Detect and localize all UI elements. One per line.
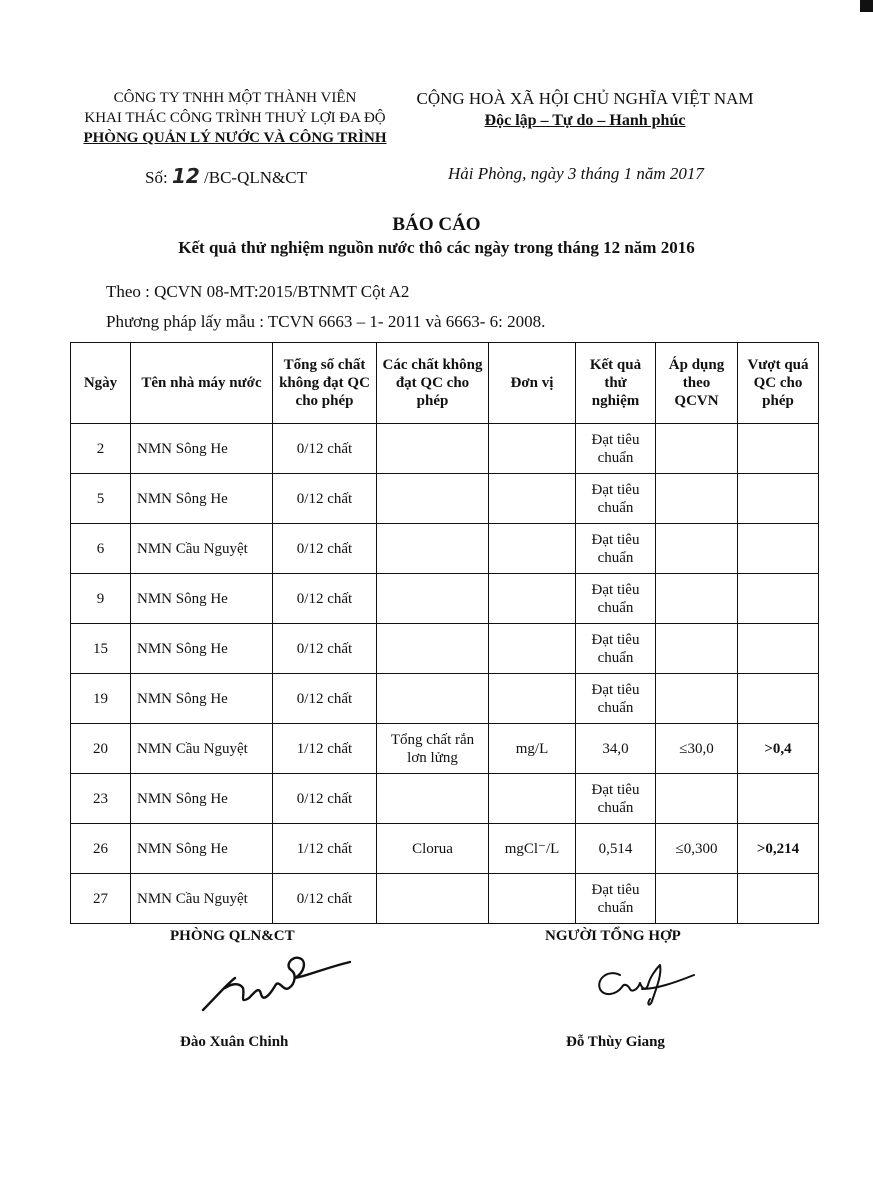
left-signer-title: PHÒNG QLN&CT bbox=[170, 928, 295, 944]
cell-total: 0/12 chất bbox=[273, 524, 377, 574]
org-department: PHÒNG QUẢN LÝ NƯỚC VÀ CÔNG TRÌNH bbox=[83, 130, 387, 146]
org-line-2: KHAI THÁC CÔNG TRÌNH THUỶ LỢI ĐA ĐỘ bbox=[84, 110, 386, 126]
cell-total: 0/12 chất bbox=[273, 774, 377, 824]
table-row bbox=[71, 524, 819, 574]
cell-qcvn: ≤0,300 bbox=[656, 824, 738, 874]
header-total: Tổng số chất không đạt QC cho phép bbox=[273, 343, 377, 424]
cell-result: Đạt tiêu chuẩn bbox=[576, 624, 656, 674]
cell-qcvn bbox=[656, 574, 738, 624]
cell-exceed bbox=[738, 674, 819, 724]
cell-result: Đạt tiêu chuẩn bbox=[576, 474, 656, 524]
table-header-row bbox=[71, 343, 819, 424]
cell-exceed bbox=[738, 524, 819, 574]
cell-exceed bbox=[738, 474, 819, 524]
cell-unit bbox=[489, 774, 576, 824]
cell-qcvn bbox=[656, 624, 738, 674]
ref-suffix: /BC-QLN&CT bbox=[204, 168, 307, 187]
cell-substance: Clorua bbox=[377, 824, 489, 874]
cell-result: 34,0 bbox=[576, 724, 656, 774]
cell-result: Đạt tiêu chuẩn bbox=[576, 424, 656, 474]
cell-result: Đạt tiêu chuẩn bbox=[576, 674, 656, 724]
national-name: CỘNG HOÀ XÃ HỘI CHỦ NGHĨA VIỆT NAM bbox=[416, 89, 754, 108]
cell-substance bbox=[377, 424, 489, 474]
cell-unit bbox=[489, 624, 576, 674]
cell-total: 0/12 chất bbox=[273, 674, 377, 724]
cell-day: 5 bbox=[71, 474, 131, 524]
cell-plant: NMN Sông He bbox=[131, 424, 273, 474]
cell-exceed: >0,214 bbox=[738, 824, 819, 874]
right-signature-icon bbox=[590, 955, 700, 1015]
sampling-method-line: Phương pháp lấy mẫu : TCVN 6663 – 1- 2011 và 6663- 6: 2008. bbox=[106, 312, 546, 331]
cell-result: 0,514 bbox=[576, 824, 656, 874]
cell-unit bbox=[489, 574, 576, 624]
cell-day: 27 bbox=[71, 874, 131, 924]
cell-plant: NMN Sông He bbox=[131, 674, 273, 724]
cell-substance bbox=[377, 474, 489, 524]
cell-result: Đạt tiêu chuẩn bbox=[576, 574, 656, 624]
header-day: Ngày bbox=[71, 343, 131, 424]
cell-result: Đạt tiêu chuẩn bbox=[576, 874, 656, 924]
cell-total: 1/12 chất bbox=[273, 724, 377, 774]
header-exceed: Vượt quá QC cho phép bbox=[738, 343, 819, 424]
cell-substance bbox=[377, 574, 489, 624]
cell-qcvn bbox=[656, 674, 738, 724]
cell-substance bbox=[377, 874, 489, 924]
cell-exceed bbox=[738, 424, 819, 474]
table-row bbox=[71, 724, 819, 774]
table-row bbox=[71, 674, 819, 724]
cell-total: 0/12 chất bbox=[273, 874, 377, 924]
cell-qcvn bbox=[656, 524, 738, 574]
report-title: BÁO CÁO bbox=[392, 214, 481, 235]
cell-total: 0/12 chất bbox=[273, 474, 377, 524]
cell-result: Đạt tiêu chuẩn bbox=[576, 524, 656, 574]
ref-handwritten-number: 12 bbox=[171, 164, 200, 188]
org-line-1: CÔNG TY TNHH MỘT THÀNH VIÊN bbox=[113, 90, 357, 106]
cell-substance bbox=[377, 674, 489, 724]
cell-day: 9 bbox=[71, 574, 131, 624]
cell-plant: NMN Cầu Nguyệt bbox=[131, 874, 273, 924]
cell-total: 0/12 chất bbox=[273, 624, 377, 674]
table-row bbox=[71, 824, 819, 874]
table-row bbox=[71, 774, 819, 824]
cell-plant: NMN Sông He bbox=[131, 474, 273, 524]
cell-qcvn bbox=[656, 874, 738, 924]
standard-line: Theo : QCVN 08-MT:2015/BTNMT Cột A2 bbox=[106, 282, 410, 301]
table-row bbox=[71, 874, 819, 924]
ref-prefix: Số: bbox=[145, 168, 168, 187]
right-signer-title: NGƯỜI TỔNG HỢP bbox=[545, 928, 681, 944]
cell-day: 19 bbox=[71, 674, 131, 724]
header-substance: Các chất không đạt QC cho phép bbox=[377, 343, 489, 424]
cell-exceed bbox=[738, 624, 819, 674]
header-plant: Tên nhà máy nước bbox=[131, 343, 273, 424]
table-row bbox=[71, 424, 819, 474]
cell-total: 0/12 chất bbox=[273, 424, 377, 474]
table-row bbox=[71, 574, 819, 624]
cell-plant: NMN Cầu Nguyệt bbox=[131, 524, 273, 574]
cell-unit bbox=[489, 474, 576, 524]
national-motto: Độc lập – Tự do – Hanh phúc bbox=[484, 112, 686, 129]
right-signer-name: Đỗ Thùy Giang bbox=[566, 1034, 665, 1050]
cell-unit: mg/L bbox=[489, 724, 576, 774]
header-qcvn: Áp dụng theo QCVN bbox=[656, 343, 738, 424]
cell-total: 1/12 chất bbox=[273, 824, 377, 874]
cell-day: 20 bbox=[71, 724, 131, 774]
report-subtitle: Kết quả thử nghiệm nguồn nước thô các ngày trong tháng 12 năm 2016 bbox=[178, 238, 695, 257]
header-unit: Đơn vị bbox=[489, 343, 576, 424]
cell-unit bbox=[489, 874, 576, 924]
cell-exceed bbox=[738, 774, 819, 824]
reference-number bbox=[145, 164, 307, 188]
cell-plant: NMN Sông He bbox=[131, 774, 273, 824]
cell-unit: mgCl⁻/L bbox=[489, 824, 576, 874]
header-result: Kết quả thử nghiệm bbox=[576, 343, 656, 424]
cell-exceed bbox=[738, 874, 819, 924]
cell-plant: NMN Sông He bbox=[131, 624, 273, 674]
cell-unit bbox=[489, 524, 576, 574]
cell-result: Đạt tiêu chuẩn bbox=[576, 774, 656, 824]
results-table bbox=[70, 342, 819, 924]
cell-day: 6 bbox=[71, 524, 131, 574]
cell-day: 23 bbox=[71, 774, 131, 824]
cell-plant: NMN Sông He bbox=[131, 574, 273, 624]
cell-day: 2 bbox=[71, 424, 131, 474]
cell-unit bbox=[489, 424, 576, 474]
cell-qcvn bbox=[656, 424, 738, 474]
cell-day: 26 bbox=[71, 824, 131, 874]
organization-header bbox=[60, 88, 410, 148]
cell-qcvn bbox=[656, 774, 738, 824]
scan-edge-mark bbox=[860, 0, 873, 12]
cell-exceed bbox=[738, 574, 819, 624]
cell-qcvn bbox=[656, 474, 738, 524]
table-row bbox=[71, 624, 819, 674]
date-line: Hải Phòng, ngày 3 tháng 1 năm 2017 bbox=[448, 164, 704, 183]
cell-substance: Tổng chất rắn lơn lửng bbox=[377, 724, 489, 774]
cell-substance bbox=[377, 774, 489, 824]
left-signer-name: Đào Xuân Chinh bbox=[180, 1034, 289, 1050]
cell-plant: NMN Cầu Nguyệt bbox=[131, 724, 273, 774]
national-header bbox=[400, 88, 770, 132]
cell-exceed: >0,4 bbox=[738, 724, 819, 774]
left-signature-icon bbox=[195, 948, 355, 1018]
cell-total: 0/12 chất bbox=[273, 574, 377, 624]
cell-day: 15 bbox=[71, 624, 131, 674]
table-row bbox=[71, 474, 819, 524]
cell-plant: NMN Sông He bbox=[131, 824, 273, 874]
cell-substance bbox=[377, 624, 489, 674]
cell-qcvn: ≤30,0 bbox=[656, 724, 738, 774]
cell-unit bbox=[489, 674, 576, 724]
cell-substance bbox=[377, 524, 489, 574]
